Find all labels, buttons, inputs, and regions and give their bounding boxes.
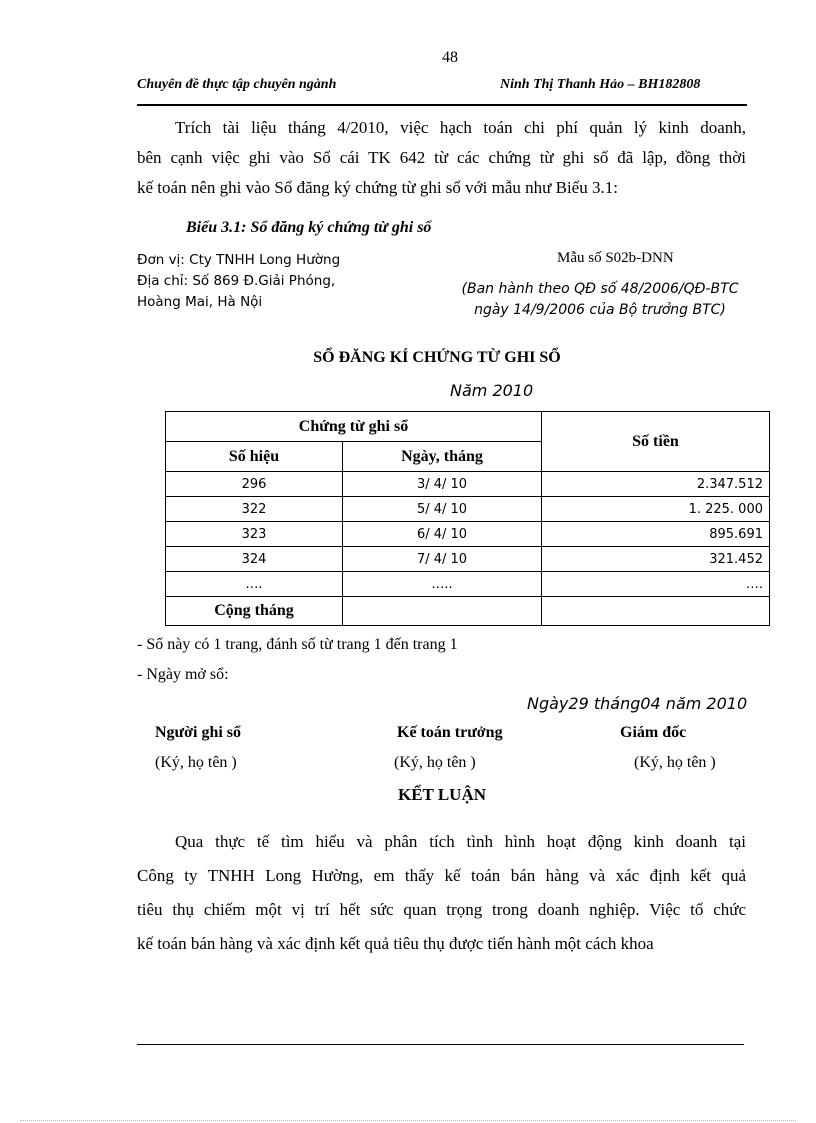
signer-chief-accountant-title: Kế toán trưởng <box>397 724 503 741</box>
conclusion-paragraph <box>137 825 746 961</box>
header-left: Chuyên đề thực tập chuyên ngành <box>137 77 337 92</box>
row-number: …. <box>166 572 343 597</box>
table-row <box>166 572 770 597</box>
row-amount: 2.347.512 <box>542 472 770 497</box>
intro-line: bên cạnh việc ghi vào Sổ cái TK 642 từ các chứng từ ghi sổ đã lập, đồng thời <box>137 148 746 167</box>
decree-info <box>450 279 750 321</box>
unit-info <box>137 250 367 313</box>
conclusion-line: Qua thực tế tìm hiểu và phân tích tình hình hoạt động kinh doanh tại <box>175 832 746 851</box>
signer-chief-accountant-sub: (Ký, họ tên ) <box>394 754 476 771</box>
row-number: 324 <box>166 547 343 572</box>
total-date <box>343 597 542 626</box>
row-amount: 321.452 <box>542 547 770 572</box>
conclusion-line: kế toán bán hàng và xác định kết quả tiêu thụ được tiến hành một cách khoa <box>137 934 654 953</box>
row-number: 323 <box>166 522 343 547</box>
row-date: 7/ 4/ 10 <box>343 547 542 572</box>
row-number: 322 <box>166 497 343 522</box>
row-date: 3/ 4/ 10 <box>343 472 542 497</box>
total-label: Cộng tháng <box>166 597 343 626</box>
unit-name: Đơn vị: Cty TNHH Long Hường <box>137 252 341 268</box>
conclusion-line: Công ty TNHH Long Hường, em thấy kế toán bán hàng và xác định kết quả <box>137 866 746 885</box>
unit-address-2: Hoàng Mai, Hà Nội <box>137 294 263 310</box>
total-amount <box>542 597 770 626</box>
signer-director-sub: (Ký, họ tên ) <box>634 754 716 771</box>
row-date: 5/ 4/ 10 <box>343 497 542 522</box>
register-title: SỔ ĐĂNG KÍ CHỨNG TỪ GHI SỔ <box>313 349 561 366</box>
decree-line: (Ban hành theo QĐ số 48/2006/QĐ-BTC <box>461 281 739 297</box>
number-header: Số hiệu <box>166 442 343 472</box>
table-total-row <box>166 597 770 626</box>
signer-director-title: Giám đốc <box>620 724 687 741</box>
table-row <box>166 522 770 547</box>
row-date: ….. <box>343 572 542 597</box>
intro-line: Trích tài liệu tháng 4/2010, việc hạch toán chi phí quản lý kinh doanh, <box>175 118 746 137</box>
page-edge-dots <box>20 1120 796 1121</box>
table-header-row <box>166 412 770 442</box>
note-pages: - Sổ này có 1 trang, đánh số từ trang 1 đến trang 1 <box>137 636 458 653</box>
table-row <box>166 497 770 522</box>
page-number: 48 <box>442 49 458 66</box>
register-year: Năm 2010 <box>450 381 534 400</box>
group-header: Chứng từ ghi sổ <box>166 412 542 442</box>
table-row <box>166 472 770 497</box>
intro-line: kế toán nên ghi vào Sổ đăng ký chứng từ ghi sổ với mẫu như Biểu 3.1: <box>137 178 618 197</box>
intro-paragraph <box>137 113 746 203</box>
row-date: 6/ 4/ 10 <box>343 522 542 547</box>
signer-recorder-sub: (Ký, họ tên ) <box>155 754 237 771</box>
row-amount: 1. 225. 000 <box>542 497 770 522</box>
header-right: Ninh Thị Thanh Hảo – BH182808 <box>500 77 701 92</box>
row-number: 296 <box>166 472 343 497</box>
header-rule <box>137 104 747 106</box>
register-table <box>165 411 770 626</box>
conclusion-title: KẾT LUẬN <box>397 785 486 804</box>
table-caption: Biểu 3.1: Sổ đăng ký chứng từ ghi sổ <box>186 219 432 236</box>
row-amount: …. <box>542 572 770 597</box>
footer-rule <box>137 1044 744 1045</box>
note-open-date: - Ngày mở sổ: <box>137 666 229 683</box>
amount-header: Số tiền <box>542 412 770 472</box>
table-row <box>166 547 770 572</box>
date-header: Ngày, tháng <box>343 442 542 472</box>
decree-line: ngày 14/9/2006 của Bộ trưởng BTC) <box>474 302 726 318</box>
unit-address: Địa chỉ: Số 869 Đ.Giải Phóng, <box>137 273 336 289</box>
signer-recorder-title: Người ghi sổ <box>155 724 242 741</box>
form-number: Mẫu số S02b-DNN <box>557 250 674 266</box>
date-line: Ngày29 tháng04 năm 2010 <box>527 694 748 713</box>
row-amount: 895.691 <box>542 522 770 547</box>
conclusion-line: tiêu thụ chiếm một vị trí hết sức quan trọng trong doanh nghiệp. Việc tổ chức <box>137 900 746 919</box>
